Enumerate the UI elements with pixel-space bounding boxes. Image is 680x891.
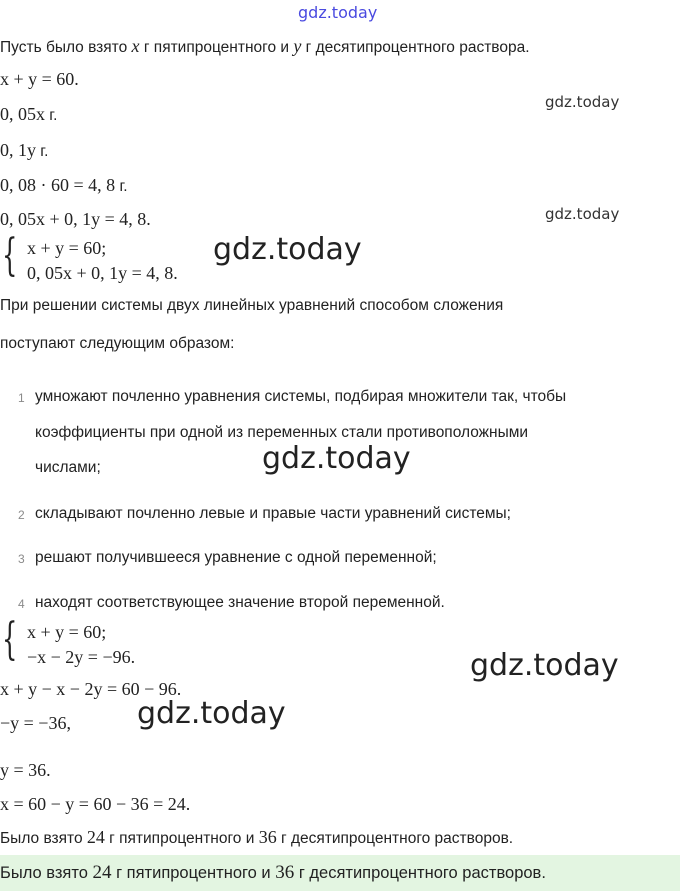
mass-total-salt: 0, 08 · 60 = 4, 8 г. bbox=[0, 175, 128, 195]
equation-salt: 0, 05x + 0, 1y = 4, 8. bbox=[0, 209, 151, 229]
solution-neg-y: −y = −36, bbox=[0, 713, 71, 733]
step-1-line-3: числами; bbox=[35, 459, 101, 476]
watermark-big-1: gdz.today bbox=[213, 232, 362, 267]
watermark-big-4: gdz.today bbox=[137, 696, 286, 731]
method-line-1: При решении системы двух линейных уравнений способом сложения bbox=[0, 297, 504, 314]
solution-x: x = 60 − y = 60 − 36 = 24. bbox=[0, 794, 191, 814]
step-number: 2 bbox=[18, 508, 25, 522]
intro-line: Пусть было взято x г пятипроцентного и y г десятипроцентного раствора. bbox=[0, 36, 530, 56]
step-number: 3 bbox=[18, 552, 25, 566]
watermark-big-3: gdz.today bbox=[470, 648, 619, 683]
step-number: 4 bbox=[18, 597, 25, 611]
answer-text: Было взято 24 г пятипроцентного и 36 г десятипроцентного растворов. bbox=[0, 862, 546, 883]
method-line-2: поступают следующим образом: bbox=[0, 335, 235, 352]
system-brace-2: { bbox=[2, 614, 18, 665]
system1-row1: x + y = 60; bbox=[27, 238, 107, 258]
watermark-big-2: gdz.today bbox=[262, 441, 411, 476]
step-4-line-1: находят соответствующее значение второй переменной. bbox=[35, 594, 445, 611]
watermark-top: gdz.today bbox=[298, 3, 378, 22]
system-brace-1: { bbox=[2, 230, 18, 281]
watermark-small-1: gdz.today bbox=[545, 93, 620, 111]
system2-row2: −x − 2y = −96. bbox=[27, 647, 136, 667]
step-3-line-1: решают получившееся уравнение с одной переменной; bbox=[35, 549, 437, 566]
system2-row1: x + y = 60; bbox=[27, 622, 107, 642]
watermark-small-2: gdz.today bbox=[545, 205, 620, 223]
system1-row2: 0, 05x + 0, 1y = 4, 8. bbox=[27, 263, 178, 283]
answer-highlight bbox=[0, 855, 680, 891]
conclusion: Было взято 24 г пятипроцентного и 36 г десятипроцентного растворов. bbox=[0, 827, 514, 847]
step-1-line-2: коэффициенты при одной из переменных стали противоположными bbox=[35, 424, 529, 441]
step-number: 1 bbox=[18, 391, 25, 405]
equation-sum: x + y = 60. bbox=[0, 69, 79, 89]
mass-five-percent: 0, 05x г. bbox=[0, 104, 58, 124]
solution-sum: x + y − x − 2y = 60 − 96. bbox=[0, 679, 182, 699]
mass-ten-percent: 0, 1y г. bbox=[0, 140, 49, 160]
solution-y: y = 36. bbox=[0, 760, 51, 780]
step-1-line-1: умножают почленно уравнения системы, подбирая множители так, чтобы bbox=[35, 388, 567, 405]
step-2-line-1: складывают почленно левые и правые части уравнений системы; bbox=[35, 505, 511, 522]
